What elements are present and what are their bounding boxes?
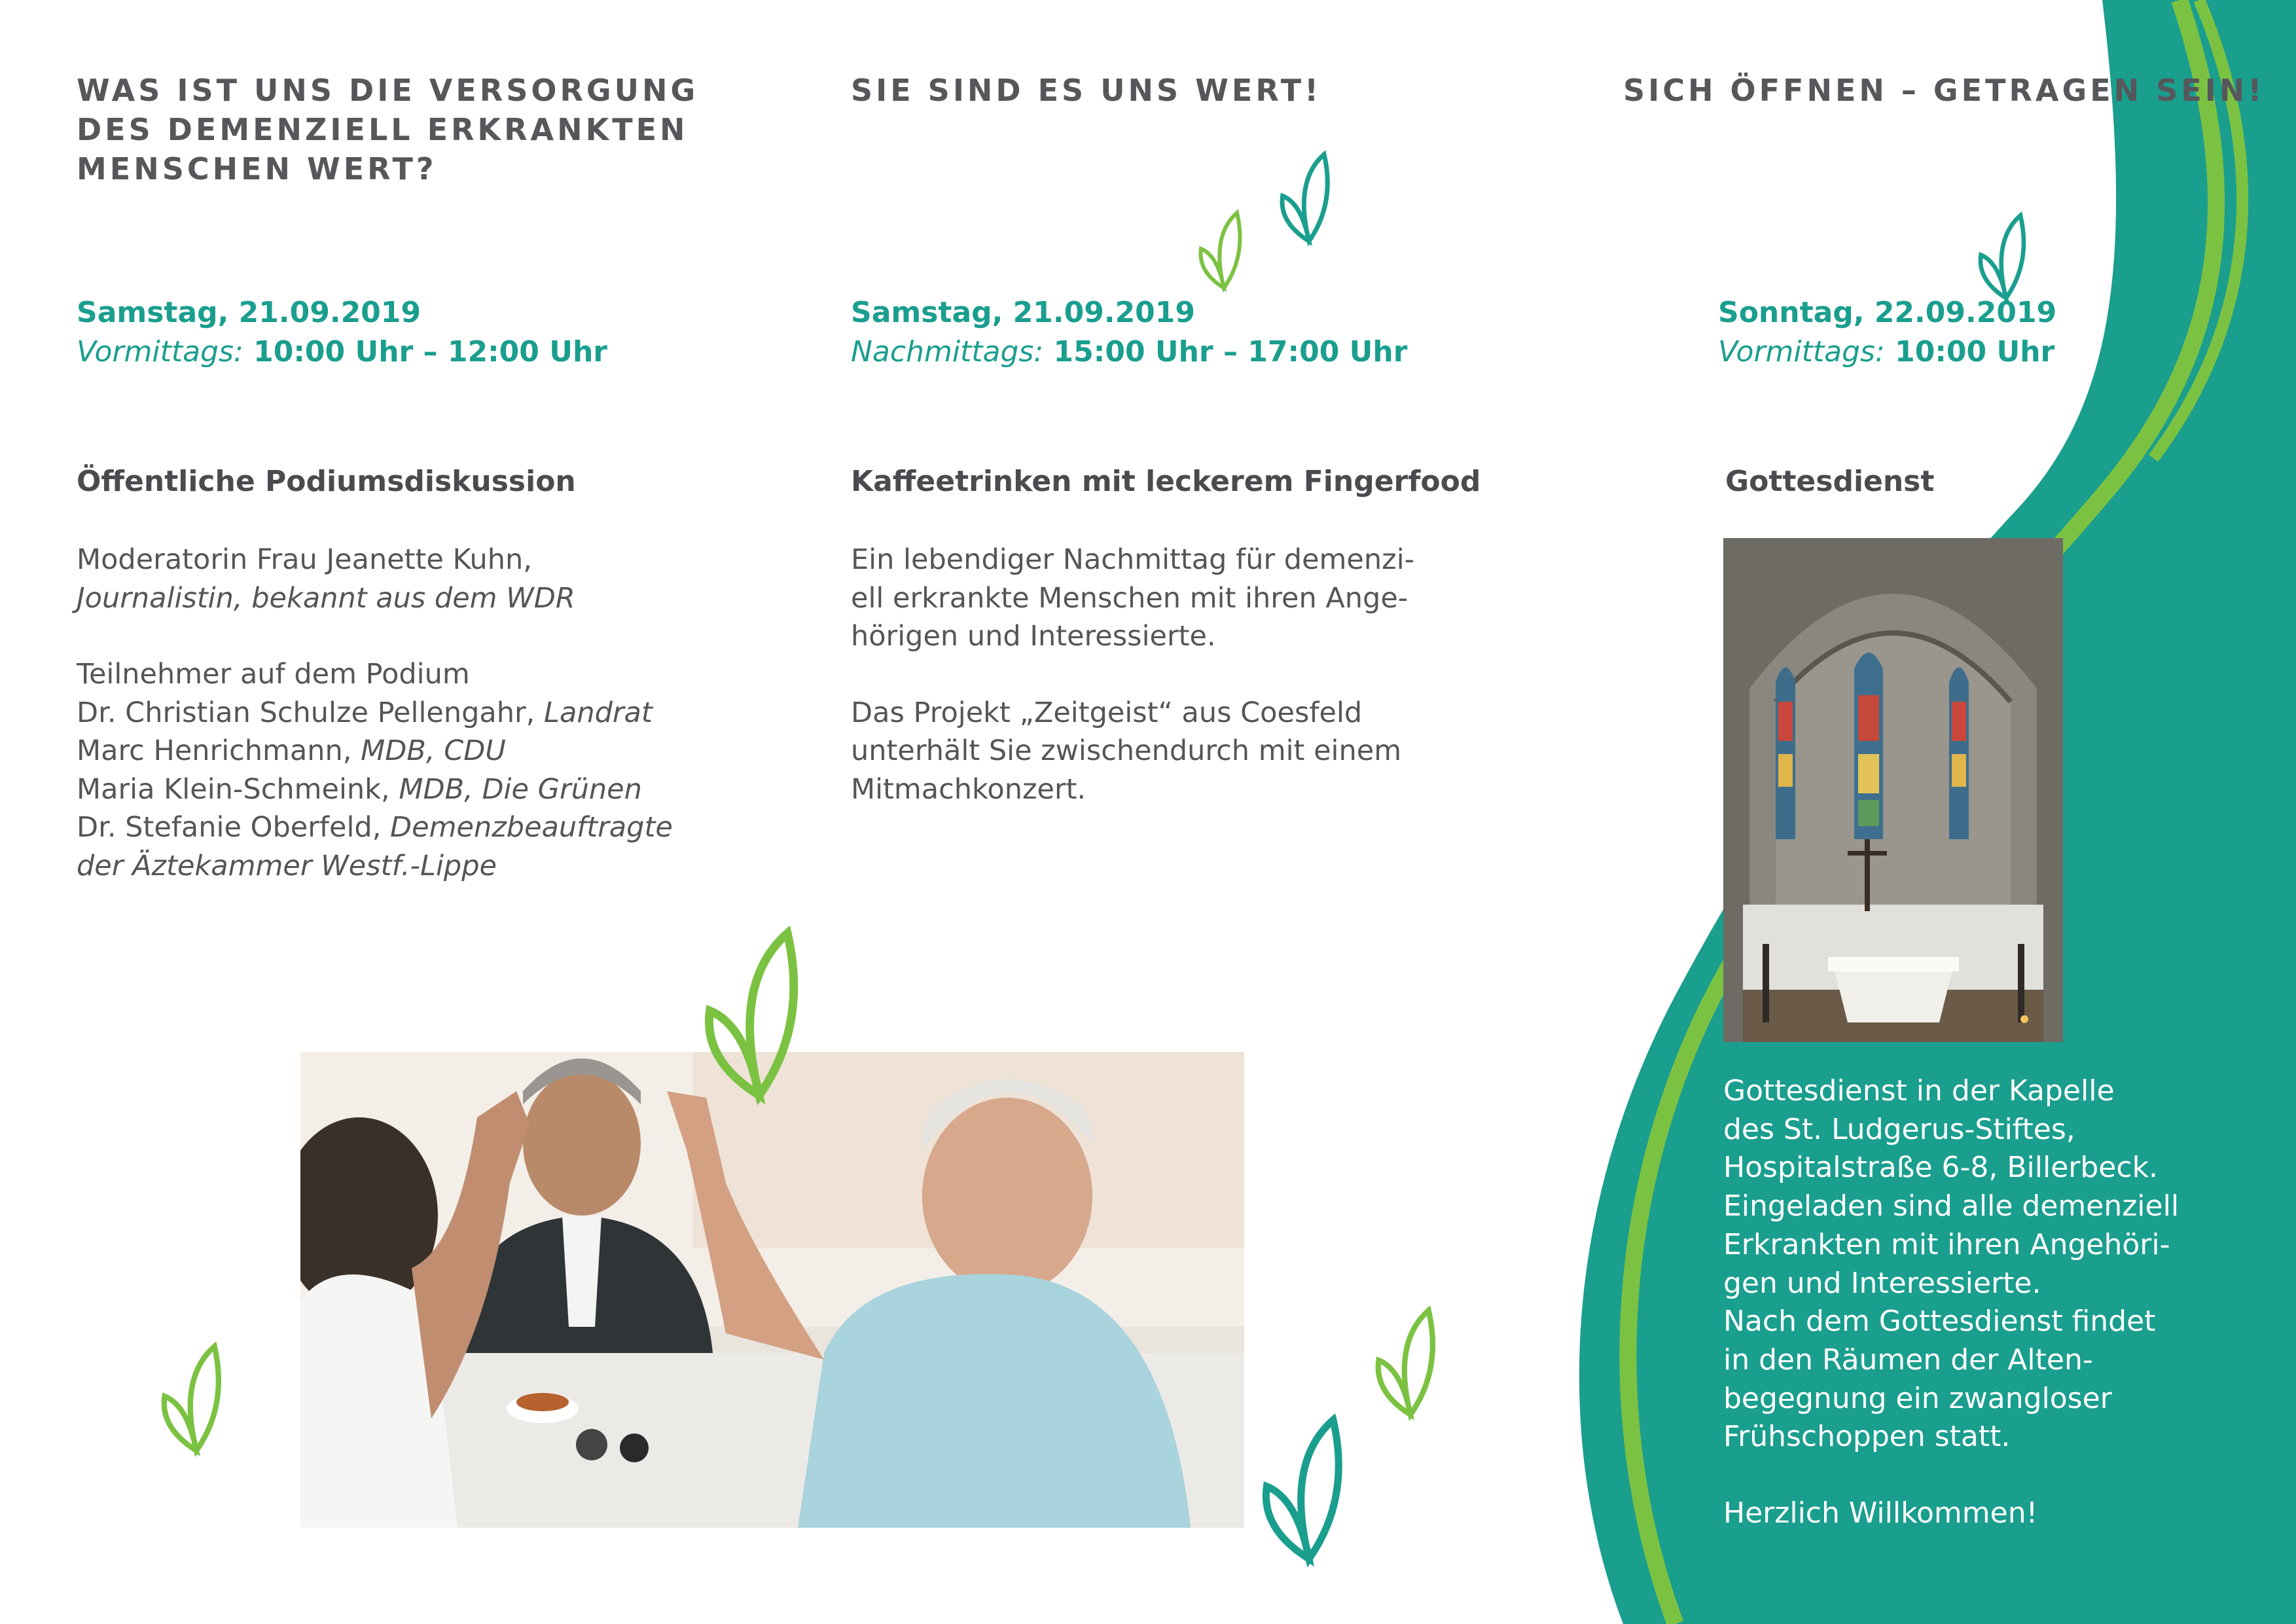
- date-label: Nachmittags:: [851, 335, 1044, 369]
- date-day: Sonntag, 22.09.2019: [1718, 296, 2057, 329]
- column-1-title: [77, 71, 698, 189]
- participant-role: Landrat: [544, 696, 653, 729]
- participant-name: Dr. Stefanie Oberfeld,: [77, 811, 391, 844]
- body-line: Gottesdienst in der Kapelle: [1723, 1074, 2115, 1108]
- participant-name: Marc Henrichmann,: [77, 734, 361, 767]
- participant: [77, 770, 673, 809]
- butterfly-icon: [151, 1342, 242, 1460]
- participants-label: Teilnehmer auf dem Podium: [77, 658, 470, 691]
- date-time-line: [77, 333, 607, 372]
- butterfly-icon: [1247, 1414, 1371, 1571]
- participant-role: MDB, Die Grünen: [399, 772, 642, 806]
- title-line: DES DEMENZIELL ERKRANKTEN: [77, 112, 689, 147]
- participant-name: Dr. Christian Schulze Pellengahr,: [77, 696, 545, 729]
- moderator-role: Journalistin, bekannt aus dem WDR: [77, 581, 575, 615]
- date-time: 10:00 Uhr – 12:00 Uhr: [243, 335, 607, 369]
- date-time: 15:00 Uhr – 17:00 Uhr: [1043, 335, 1408, 369]
- column-2-title: [851, 71, 1321, 110]
- butterfly-icon: [1970, 209, 2042, 308]
- column-3-heading: Gottesdienst: [1725, 465, 1935, 498]
- column-2-heading: Kaffeetrinken mit leckerem Fingerfood: [851, 465, 1481, 498]
- column-1-body: [77, 541, 673, 885]
- participant-name: Maria Klein-Schmeink,: [77, 772, 399, 806]
- chapel-illustration: [1723, 538, 2063, 1042]
- body-line: begegnung ein zwangloser: [1723, 1381, 2112, 1415]
- body-line: in den Räumen der Alten-: [1723, 1343, 2093, 1377]
- participant: [77, 732, 673, 770]
- column-3-title: [1623, 71, 2265, 110]
- date-time-line: [1718, 333, 2056, 372]
- date-time: 10:00 Uhr: [1884, 335, 2055, 369]
- paragraph-line: ell erkrankte Menschen mit ihren Ange-: [851, 581, 1408, 615]
- participant-role: Demenzbeauftragte: [390, 811, 673, 844]
- date-day: Samstag, 21.09.2019: [851, 296, 1196, 329]
- body-line: gen und Interessierte.: [1723, 1266, 2041, 1300]
- date-time-line: [851, 333, 1407, 372]
- title-line: SICH ÖFFNEN – GETRAGEN SEIN!: [1623, 73, 2265, 108]
- title-line: SIE SIND ES UNS WERT!: [851, 73, 1322, 108]
- column-3-body: [1723, 1072, 2179, 1533]
- paragraph-line: Mitmachkonzert.: [851, 772, 1086, 806]
- paragraph-line: hörigen und Interessierte.: [851, 620, 1216, 653]
- body-line: Frühschoppen statt.: [1723, 1420, 2011, 1454]
- participant-role: MDB, CDU: [361, 734, 506, 767]
- closing-greeting: Herzlich Willkommen!: [1723, 1496, 2038, 1530]
- paragraph-line: Das Projekt „Zeitgeist“ aus Coesfeld: [851, 696, 1363, 729]
- date-day: Samstag, 21.09.2019: [77, 296, 422, 329]
- paragraph-line: Ein lebendiger Nachmittag für demenzi-: [851, 543, 1415, 576]
- column-1-heading: Öffentliche Podiumsdiskussion: [77, 465, 576, 498]
- butterfly-icon: [687, 926, 831, 1110]
- butterfly-icon: [1270, 151, 1348, 249]
- participant: [77, 808, 673, 847]
- body-line: Hospitalstraße 6-8, Billerbeck.: [1723, 1151, 2159, 1185]
- body-line: Nach dem Gottesdienst findet: [1723, 1305, 2156, 1339]
- moderator: Moderatorin Frau Jeanette Kuhn,: [77, 543, 532, 576]
- column-2-date: [851, 293, 1407, 372]
- participant-role-continued: der Äztekammer Westf.-Lippe: [77, 849, 497, 882]
- participant: [77, 694, 673, 732]
- seniors-illustration: [300, 1052, 1244, 1528]
- photo-chapel: [1723, 538, 2063, 1042]
- body-line: Erkrankten mit ihren Angehöri-: [1723, 1227, 2170, 1261]
- butterfly-icon: [1191, 209, 1257, 295]
- date-label: Vormittags:: [1718, 335, 1885, 369]
- column-1-date: [77, 293, 607, 372]
- body-line: des St. Ludgerus-Stiftes,: [1723, 1112, 2075, 1146]
- butterfly-icon: [1365, 1306, 1456, 1424]
- paragraph-line: unterhält Sie zwischendurch mit einem: [851, 734, 1402, 767]
- photo-seniors: [300, 1052, 1244, 1528]
- date-label: Vormittags:: [77, 335, 243, 369]
- title-line: MENSCHEN WERT?: [77, 151, 437, 187]
- column-2-body: [851, 541, 1414, 808]
- body-line: Eingeladen sind alle demenziell: [1723, 1189, 2179, 1223]
- title-line: WAS IST UNS DIE VERSORGUNG: [77, 73, 699, 108]
